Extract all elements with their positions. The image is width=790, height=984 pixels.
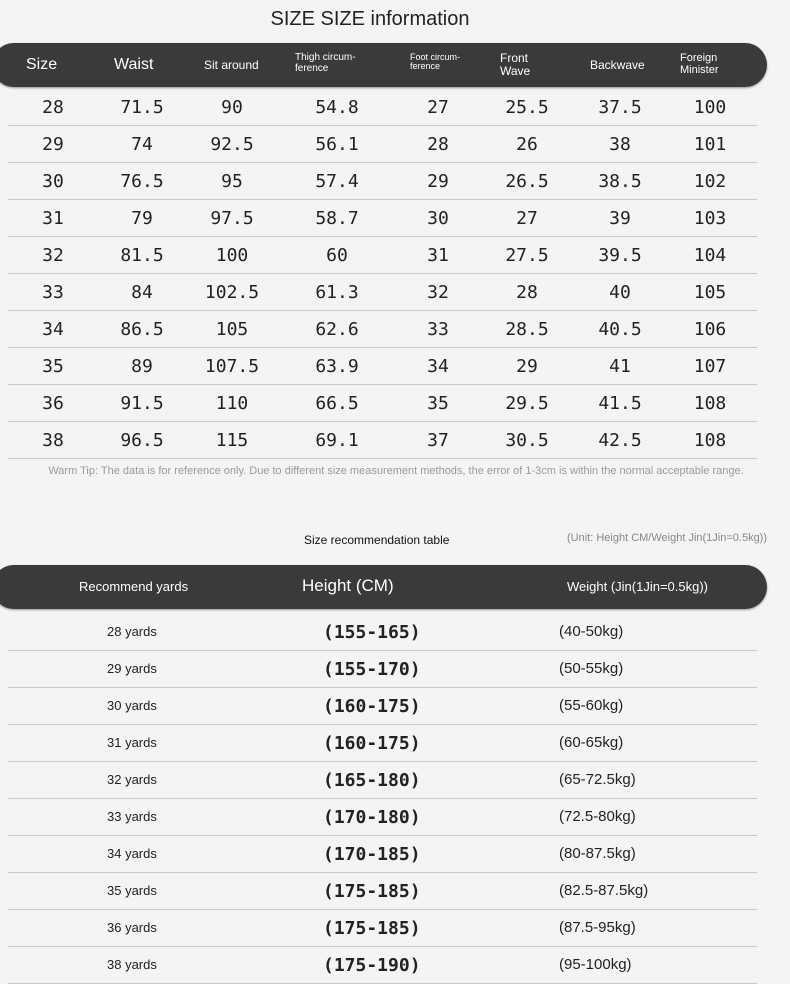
recommendation-cell: 30 yards	[107, 698, 157, 713]
header-waist: Waist	[114, 56, 154, 73]
size-table-row	[8, 237, 757, 274]
size-table-cell: 90	[221, 97, 243, 118]
recommendation-row	[8, 799, 757, 836]
recommendation-cell: (170-185)	[323, 844, 421, 865]
size-table-cell: 40	[609, 282, 631, 303]
size-table-cell: 39	[609, 208, 631, 229]
size-table-cell: 108	[693, 393, 727, 414]
size-table-cell: 61.3	[315, 282, 359, 303]
recommendation-unit-note: (Unit: Height CM/Weight Jin(1Jin=0.5kg))	[567, 532, 768, 544]
recommendation-table-body	[8, 614, 757, 984]
recommendation-row	[8, 947, 757, 984]
size-table-cell: 33	[42, 282, 64, 303]
recommendation-cell: 29 yards	[107, 661, 157, 676]
size-table-cell: 71.5	[120, 97, 164, 118]
size-table-cell: 34	[42, 319, 64, 340]
size-table-cell: 28	[427, 134, 449, 155]
recommendation-row	[8, 836, 757, 873]
header-backwave: Backwave	[590, 58, 645, 72]
header-sit-around: Sit around	[204, 58, 259, 72]
size-table-cell: 33	[427, 319, 449, 340]
size-table-row	[8, 385, 757, 422]
size-table-cell: 41.5	[598, 393, 642, 414]
size-table-cell: 57.4	[315, 171, 359, 192]
recommendation-cell: 36 yards	[107, 920, 157, 935]
size-table-cell: 63.9	[315, 356, 359, 377]
recommendation-cell: (40-50kg)	[559, 623, 624, 640]
recommendation-cell: (165-180)	[323, 770, 421, 791]
size-table-row	[8, 311, 757, 348]
size-table-cell: 81.5	[120, 245, 164, 266]
size-table-cell: 60	[326, 245, 348, 266]
recommendation-row	[8, 614, 757, 651]
size-table-cell: 108	[693, 430, 727, 451]
size-table-cell: 97.5	[210, 208, 254, 229]
size-table-cell: 96.5	[120, 430, 164, 451]
size-table-cell: 110	[215, 393, 249, 414]
size-table-cell: 29	[427, 171, 449, 192]
recommendation-cell: (175-190)	[323, 955, 421, 976]
size-table-cell: 107.5	[204, 356, 260, 377]
header-thigh: Thigh circum-ference	[295, 52, 356, 74]
size-table-row	[8, 422, 757, 459]
size-table-cell: 95	[221, 171, 243, 192]
size-table-cell: 28	[516, 282, 538, 303]
header-weight: Weight (Jin(1Jin=0.5kg))	[567, 579, 709, 594]
recommendation-row	[8, 725, 757, 762]
size-table-cell: 105	[215, 319, 249, 340]
recommendation-cell: (65-72.5kg)	[559, 771, 636, 788]
size-table-body	[8, 89, 757, 459]
size-table-cell: 30.5	[505, 430, 549, 451]
recommendation-row	[8, 688, 757, 725]
size-table-cell: 26.5	[505, 171, 549, 192]
size-table-cell: 28	[42, 97, 64, 118]
size-table-cell: 105	[693, 282, 727, 303]
header-front-wave: Front Wave	[500, 51, 531, 78]
size-table-cell: 66.5	[315, 393, 359, 414]
size-table-cell: 86.5	[120, 319, 164, 340]
recommendation-cell: (170-180)	[323, 807, 421, 828]
recommendation-row	[8, 762, 757, 799]
size-table-cell: 26	[516, 134, 538, 155]
recommendation-cell: (82.5-87.5kg)	[559, 882, 649, 899]
size-table-cell: 27	[516, 208, 538, 229]
size-table-cell: 39.5	[598, 245, 642, 266]
size-table-row	[8, 163, 757, 200]
recommendation-cell: 34 yards	[107, 846, 157, 861]
header-size: Size	[26, 56, 58, 73]
size-table-cell: 30	[42, 171, 64, 192]
recommendation-cell: 31 yards	[107, 735, 157, 750]
size-table-cell: 29.5	[505, 393, 549, 414]
recommendation-cell: 38 yards	[107, 957, 157, 972]
page-title: SIZE SIZE information	[270, 8, 470, 30]
size-table-cell: 32	[427, 282, 449, 303]
header-height: Height (CM)	[302, 576, 394, 595]
recommendation-cell: (155-170)	[323, 659, 421, 680]
recommendation-cell: 32 yards	[107, 772, 157, 787]
size-table-cell: 100	[215, 245, 249, 266]
size-table-cell: 100	[693, 97, 727, 118]
size-table-cell: 27	[427, 97, 449, 118]
size-table-row	[8, 274, 757, 311]
recommendation-cell: (87.5-95kg)	[559, 919, 636, 936]
size-table-cell: 92.5	[210, 134, 254, 155]
recommendation-cell: 35 yards	[107, 883, 157, 898]
size-table-row	[8, 89, 757, 126]
recommendation-row	[8, 910, 757, 947]
size-table-row	[8, 348, 757, 385]
size-table-cell: 29	[42, 134, 64, 155]
size-table-cell: 76.5	[120, 171, 164, 192]
recommendation-cell: (60-65kg)	[559, 734, 624, 751]
size-table-cell: 89	[131, 356, 153, 377]
size-table-cell: 54.8	[315, 97, 359, 118]
size-table-cell: 115	[215, 430, 249, 451]
recommendation-cell: (80-87.5kg)	[559, 845, 636, 862]
recommendation-row	[8, 873, 757, 910]
recommendation-cell: (175-185)	[323, 881, 421, 902]
header-foot: Foot circum-ference	[410, 52, 461, 72]
header-foreign-minister: Foreign Minister	[680, 52, 719, 76]
size-table-cell: 31	[427, 245, 449, 266]
size-table-cell: 91.5	[120, 393, 164, 414]
size-table-cell: 36	[42, 393, 64, 414]
size-table-cell: 35	[427, 393, 449, 414]
size-table-cell: 42.5	[598, 430, 642, 451]
size-table-cell: 41	[609, 356, 631, 377]
recommendation-cell: (72.5-80kg)	[559, 808, 636, 825]
recommendation-cell: (155-165)	[323, 622, 421, 643]
recommendation-cell: 28 yards	[107, 624, 157, 639]
header-recommend-yards: Recommend yards	[79, 579, 189, 594]
size-table-header	[0, 43, 767, 87]
size-table-cell: 69.1	[315, 430, 359, 451]
recommendation-row	[8, 651, 757, 688]
size-table-cell: 102	[693, 171, 727, 192]
size-table-cell: 40.5	[598, 319, 642, 340]
size-table-cell: 102.5	[204, 282, 260, 303]
size-table-cell: 31	[42, 208, 64, 229]
size-table-cell: 25.5	[505, 97, 549, 118]
size-table-cell: 32	[42, 245, 64, 266]
recommendation-title: Size recommendation table	[304, 533, 450, 547]
recommendation-cell: (50-55kg)	[559, 660, 624, 677]
recommendation-table-header	[0, 565, 767, 609]
size-table-cell: 38	[609, 134, 631, 155]
size-table-cell: 104	[693, 245, 727, 266]
recommendation-cell: (175-185)	[323, 918, 421, 939]
size-table-cell: 27.5	[505, 245, 549, 266]
size-table-cell: 79	[131, 208, 153, 229]
size-table-cell: 58.7	[315, 208, 359, 229]
size-table-cell: 106	[693, 319, 727, 340]
recommendation-cell: (160-175)	[323, 696, 421, 717]
size-table-cell: 28.5	[505, 319, 549, 340]
size-table-cell: 101	[693, 134, 727, 155]
size-table-cell: 34	[427, 356, 449, 377]
size-table-cell: 30	[427, 208, 449, 229]
size-table-cell: 38	[42, 430, 64, 451]
size-table-cell: 37.5	[598, 97, 642, 118]
warm-tip: Warm Tip: The data is for reference only. Due to different size measurement methods, the error of 1-3cm is within the normal acceptable range.	[48, 465, 744, 477]
size-table-cell: 56.1	[315, 134, 359, 155]
size-table-cell: 84	[131, 282, 153, 303]
size-table-cell: 38.5	[598, 171, 642, 192]
recommendation-cell: (95-100kg)	[559, 956, 632, 973]
size-table-cell: 37	[427, 430, 449, 451]
recommendation-cell: (55-60kg)	[559, 697, 624, 714]
size-table-cell: 107	[693, 356, 727, 377]
size-table-row	[8, 200, 757, 237]
size-table-row	[8, 126, 757, 163]
recommendation-cell: (160-175)	[323, 733, 421, 754]
recommendation-cell: 33 yards	[107, 809, 157, 824]
size-table-cell: 103	[693, 208, 727, 229]
size-table-cell: 74	[131, 134, 153, 155]
size-table-cell: 62.6	[315, 319, 359, 340]
size-table-cell: 35	[42, 356, 64, 377]
size-table-cell: 29	[516, 356, 538, 377]
